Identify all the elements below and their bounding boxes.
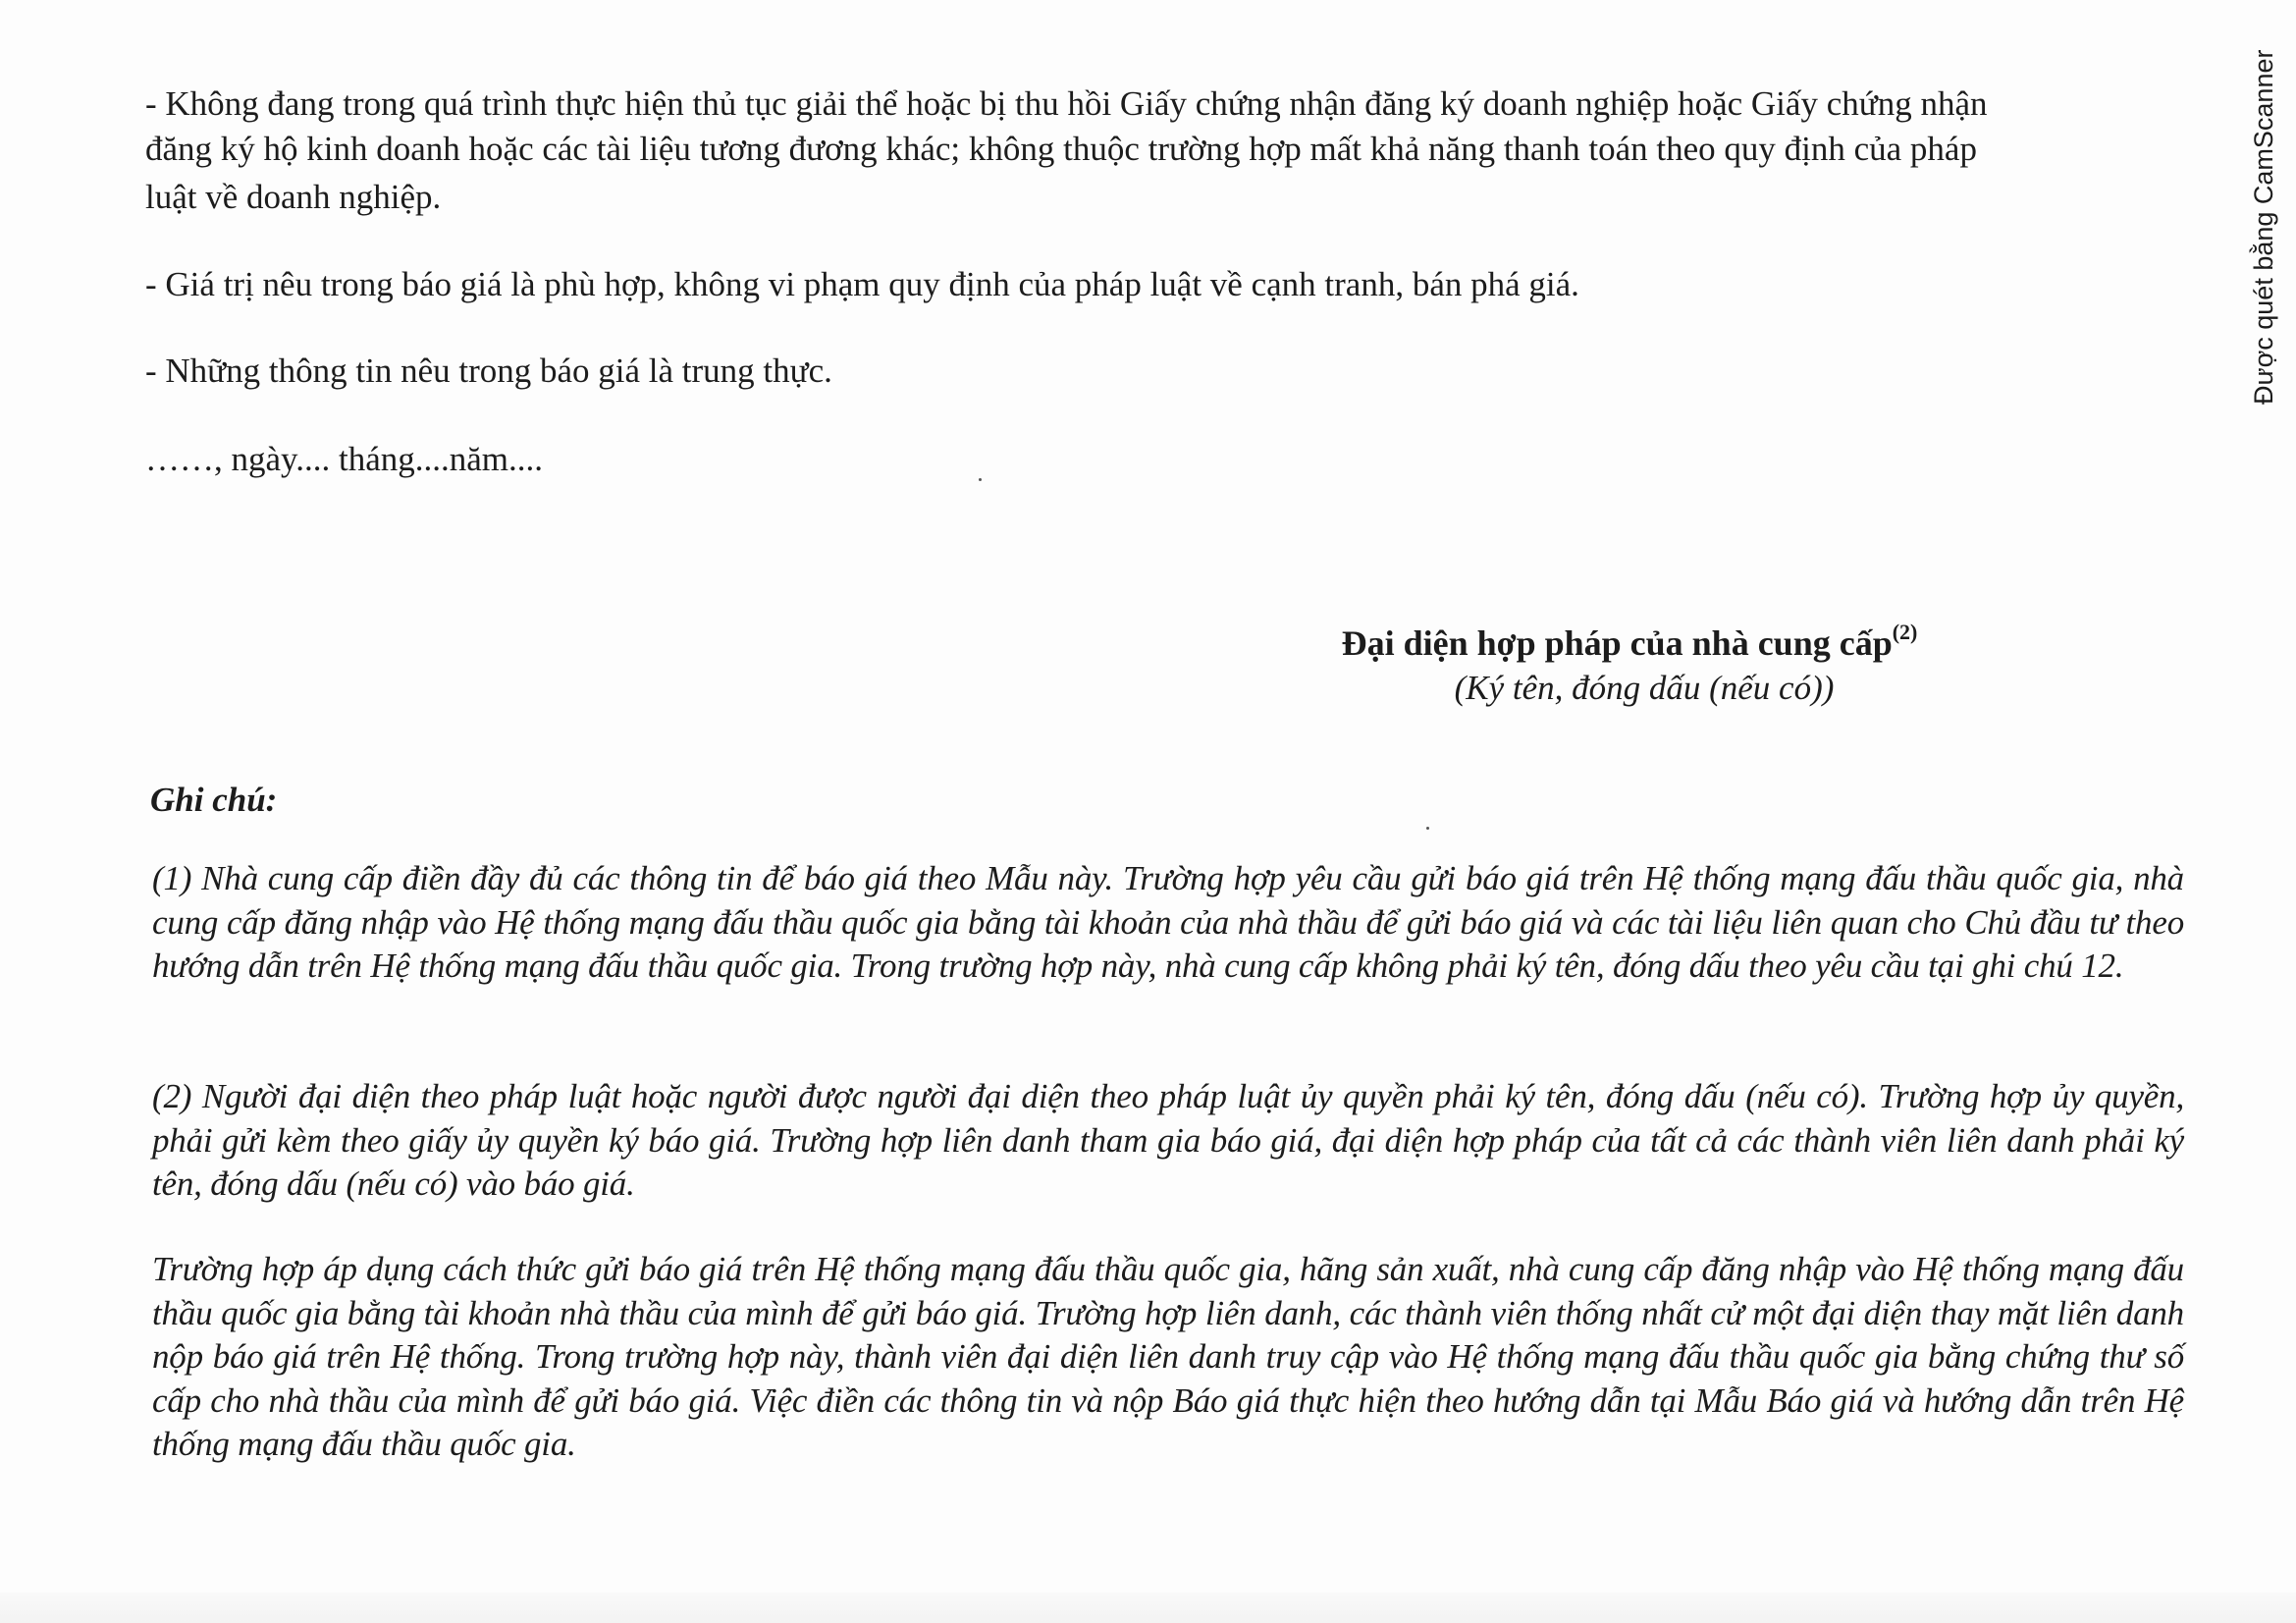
condition-line-3: luật về doanh nghiệp. xyxy=(145,178,442,216)
note-paragraph-1: (1) Nhà cung cấp điền đầy đủ các thông tin để báo giá theo Mẫu này. Trường hợp yêu cầu gửi báo giá trên Hệ thống mạng đấu thầu quốc gia, nhà cung cấp đăng nhập vào Hệ thống mạng đấu thầu quốc gia bằng tài khoản của nhà thầu để gửi báo giá và các tài liệu liên quan cho Chủ đầu tư theo hướng dẫn trên Hệ thống mạng đấu thầu quốc gia. Trong trường hợp này, nhà cung cấp không phải ký tên, đóng dấu theo yêu cầu tại ghi chú 12. xyxy=(152,859,2184,985)
scan-speck xyxy=(979,478,982,481)
camscanner-watermark: Được quét bằng CamScanner xyxy=(2249,49,2278,405)
note-paragraph-2: (2) Người đại diện theo pháp luật hoặc người được người đại diện theo pháp luật ủy quyền phải ký tên, đóng dấu (nếu có). Trường hợp ủy quyền, phải gửi kèm theo giấy ủy quyền ký báo giá. Trường hợp liên danh tham gia báo giá, đại diện hợp pháp của tất cả các thành viên liên danh phải ký tên, đóng dấu (nếu có) vào báo giá. xyxy=(152,1077,2184,1203)
signature-footnote-ref: (2) xyxy=(1892,620,1918,644)
scan-bottom-edge xyxy=(0,1593,2296,1623)
notes-heading: Ghi chú: xyxy=(150,781,278,819)
signature-title-text: Đại diện hợp pháp của nhà cung cấp xyxy=(1341,623,1893,663)
scan-speck xyxy=(1426,827,1429,830)
price-compliance-statement: - Giá trị nêu trong báo giá là phù hợp, không vi phạm quy định của pháp luật về cạnh tranh, bán phá giá. xyxy=(145,265,1579,303)
truthfulness-statement: - Những thông tin nêu trong báo giá là trung thực. xyxy=(145,352,832,390)
condition-line-2: đăng ký hộ kinh doanh hoặc các tài liệu tương đương khác; không thuộc trường hợp mất khả năng thanh toán theo quy định của pháp xyxy=(145,130,1977,168)
note-paragraph-3: Trường hợp áp dụng cách thức gửi báo giá trên Hệ thống mạng đấu thầu quốc gia, hãng sản xuất, nhà cung cấp đăng nhập vào Hệ thống mạng đấu thầu quốc gia bằng tài khoản nhà thầu của mình để gửi báo giá. Trường hợp liên danh, các thành viên thống nhất cử một đại diện thay mặt liên danh nộp báo giá trên Hệ thống. Trong trường hợp này, thành viên đại diện liên danh truy cập vào Hệ thống mạng đấu thầu quốc gia bằng chứng thư số cấp cho nhà thầu của mình để gửi báo giá. Việc điền các thông tin và nộp Báo giá thực hiện theo hướng dẫn tại Mẫu Báo giá và hướng dẫn trên Hệ thống mạng đấu thầu quốc gia. xyxy=(152,1250,2184,1463)
date-line: ……, ngày.... tháng....năm.... xyxy=(145,440,544,478)
condition-line-1: - Không đang trong quá trình thực hiện thủ tục giải thể hoặc bị thu hồi Giấy chứng nhận đăng ký doanh nghiệp hoặc Giấy chứng nhận xyxy=(145,84,1988,123)
signature-block xyxy=(1306,621,1953,711)
signature-instruction: (Ký tên, đóng dấu (nếu có)) xyxy=(1454,669,1835,707)
signature-title xyxy=(1306,621,1953,666)
